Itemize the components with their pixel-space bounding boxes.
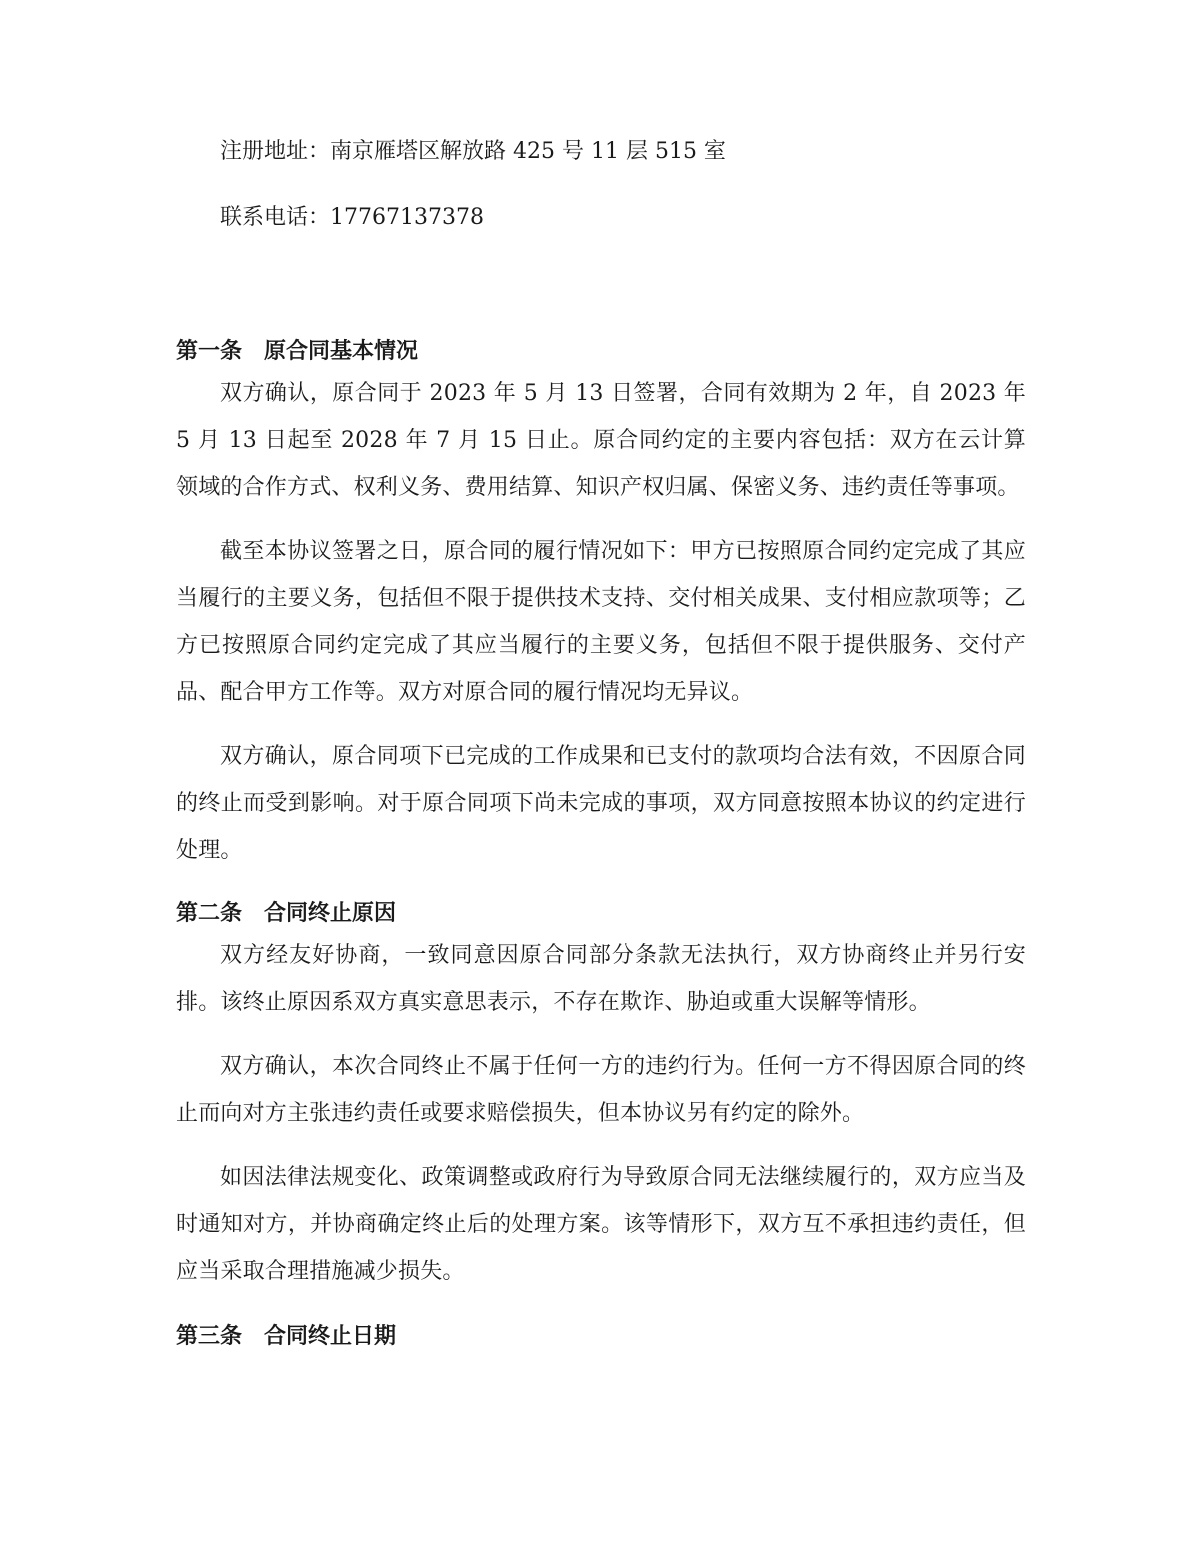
registered-address: 注册地址：南京雁塔区解放路 425 号 11 层 515 室 [220,139,726,164]
document-body [176,130,1026,1355]
contact-phone: 联系电话：17767137378 [220,205,484,230]
section-2-paragraph-3: 如因法律法规变化、政策调整或政府行为导致原合同无法继续履行的，双方应当及时通知对方，并协商确定终止后的处理方案。该等情形下，双方互不承担违约责任，但应当采取合理措施减少损失。 [176,1165,1026,1284]
section-1-paragraph-2: 截至本协议签署之日，原合同的履行情况如下：甲方已按照原合同约定完成了其应当履行的主要义务，包括但不限于提供技术支持、交付相关成果、支付相应款项等；乙方已按照原合同约定完成了其应当履行的主要义务，包括但不限于提供服务、交付产品、配合甲方工作等。双方对原合同的履行情况均无异议。 [176,539,1026,705]
section-1-paragraph-3: 双方确认，原合同项下已完成的工作成果和已支付的款项均合法有效，不因原合同的终止而受到影响。对于原合同项下尚未完成的事项，双方同意按照本协议的约定进行处理。 [176,744,1026,863]
section-2-paragraph-2: 双方确认，本次合同终止不属于任何一方的违约行为。任何一方不得因原合同的终止而向对方主张违约责任或要求赔偿损失，但本协议另有约定的除外。 [176,1054,1026,1126]
section-1-paragraph-1: 双方确认，原合同于 2023 年 5 月 13 日签署，合同有效期为 2 年，自 2023 年 5 月 13 日起至 2028 年 7 月 15 日止。原合同约定的主要内容包括：双方在云计算领域的合作方式、权利义务、费用结算、知识产权归属、保密义务、违约责任等事项。 [176,381,1026,500]
section-heading-1: 第一条 原合同基本情况 [176,339,419,364]
section-2-paragraph-1: 双方经友好协商，一致同意因原合同部分条款无法执行，双方协商终止并另行安排。该终止原因系双方真实意思表示，不存在欺诈、胁迫或重大误解等情形。 [176,943,1026,1015]
section-heading-3: 第三条 合同终止日期 [176,1324,397,1349]
section-heading-2: 第二条 合同终止原因 [176,901,397,926]
